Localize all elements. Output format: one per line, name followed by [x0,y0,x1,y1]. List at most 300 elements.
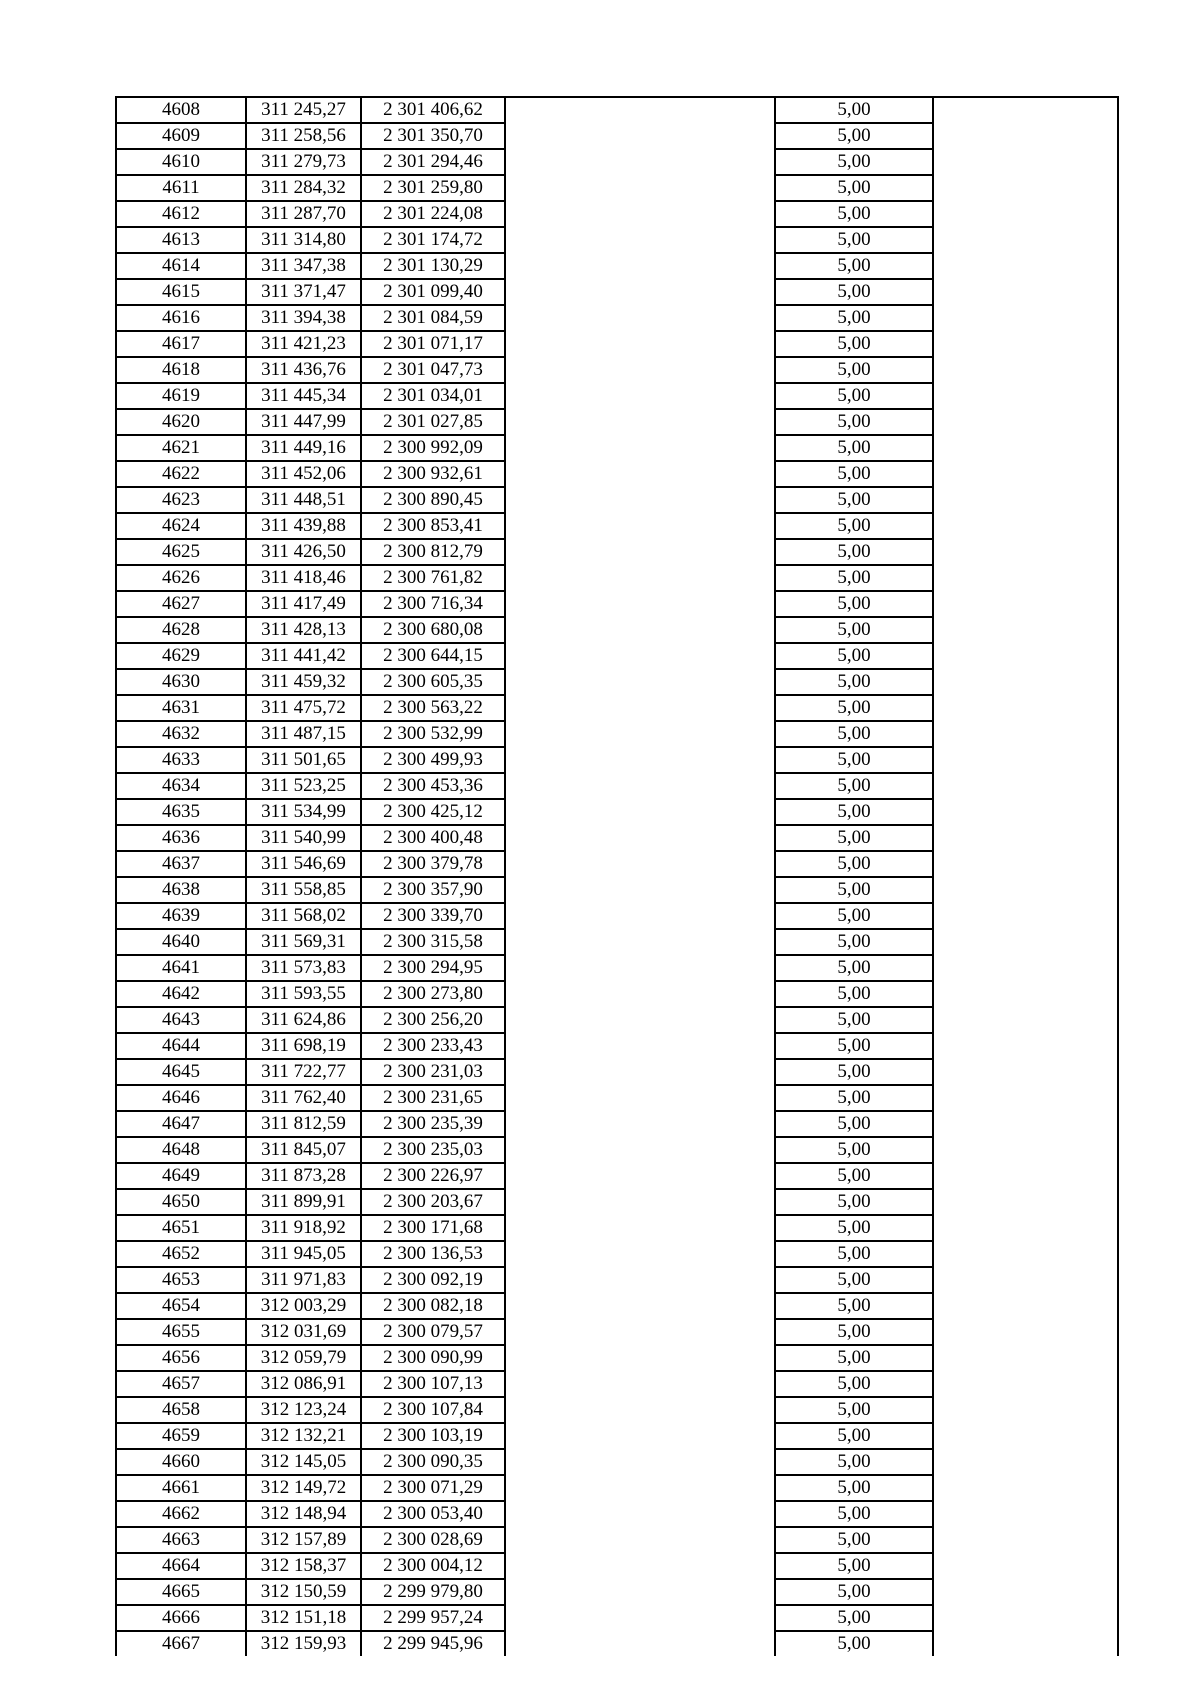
point-number-cell: 4653 [116,1267,246,1293]
y-coordinate-cell: 2 301 350,70 [361,123,505,149]
y-coordinate-cell: 2 300 716,34 [361,591,505,617]
empty-cell [933,331,1118,357]
empty-cell [505,1501,775,1527]
x-coordinate-cell: 311 593,55 [246,981,361,1007]
value-cell: 5,00 [775,123,933,149]
table-row [116,1527,1118,1553]
point-number-cell: 4648 [116,1137,246,1163]
empty-cell [505,1371,775,1397]
value-cell: 5,00 [775,97,933,123]
table-row [116,1397,1118,1423]
value-cell: 5,00 [775,721,933,747]
empty-cell [505,1319,775,1345]
point-number-cell: 4650 [116,1189,246,1215]
table-row [116,799,1118,825]
empty-cell [933,773,1118,799]
empty-cell [933,981,1118,1007]
table-row [116,1267,1118,1293]
empty-cell [933,877,1118,903]
value-cell: 5,00 [775,513,933,539]
x-coordinate-cell: 312 145,05 [246,1449,361,1475]
point-number-cell: 4658 [116,1397,246,1423]
table-row [116,331,1118,357]
value-cell: 5,00 [775,1319,933,1345]
x-coordinate-cell: 311 698,19 [246,1033,361,1059]
empty-cell [933,929,1118,955]
empty-cell [505,487,775,513]
y-coordinate-cell: 2 301 130,29 [361,253,505,279]
value-cell: 5,00 [775,1085,933,1111]
x-coordinate-cell: 312 031,69 [246,1319,361,1345]
y-coordinate-cell: 2 300 233,43 [361,1033,505,1059]
x-coordinate-cell: 311 971,83 [246,1267,361,1293]
table-row [116,461,1118,487]
y-coordinate-cell: 2 300 082,18 [361,1293,505,1319]
empty-cell [505,591,775,617]
empty-cell [505,669,775,695]
table-row [116,1163,1118,1189]
empty-cell [933,643,1118,669]
point-number-cell: 4633 [116,747,246,773]
table-row [116,357,1118,383]
value-cell: 5,00 [775,1267,933,1293]
x-coordinate-cell: 312 158,37 [246,1553,361,1579]
point-number-cell: 4627 [116,591,246,617]
y-coordinate-cell: 2 300 171,68 [361,1215,505,1241]
empty-cell [933,669,1118,695]
y-coordinate-cell: 2 301 406,62 [361,97,505,123]
empty-cell [505,1423,775,1449]
empty-cell [505,1527,775,1553]
empty-cell [933,1579,1118,1605]
point-number-cell: 4610 [116,149,246,175]
y-coordinate-cell: 2 299 957,24 [361,1605,505,1631]
x-coordinate-cell: 311 762,40 [246,1085,361,1111]
empty-cell [933,851,1118,877]
value-cell: 5,00 [775,903,933,929]
value-cell: 5,00 [775,929,933,955]
empty-cell [505,227,775,253]
y-coordinate-cell: 2 301 084,59 [361,305,505,331]
table-row [116,1631,1118,1656]
empty-cell [505,1397,775,1423]
x-coordinate-cell: 311 568,02 [246,903,361,929]
empty-cell [933,409,1118,435]
x-coordinate-cell: 311 417,49 [246,591,361,617]
point-number-cell: 4662 [116,1501,246,1527]
point-number-cell: 4656 [116,1345,246,1371]
y-coordinate-cell: 2 300 103,19 [361,1423,505,1449]
point-number-cell: 4655 [116,1319,246,1345]
point-number-cell: 4645 [116,1059,246,1085]
table-row [116,565,1118,591]
point-number-cell: 4654 [116,1293,246,1319]
empty-cell [933,1319,1118,1345]
x-coordinate-cell: 312 003,29 [246,1293,361,1319]
empty-cell [933,253,1118,279]
point-number-cell: 4619 [116,383,246,409]
x-coordinate-cell: 312 151,18 [246,1605,361,1631]
value-cell: 5,00 [775,825,933,851]
point-number-cell: 4647 [116,1111,246,1137]
empty-cell [505,149,775,175]
point-number-cell: 4636 [116,825,246,851]
y-coordinate-cell: 2 300 079,57 [361,1319,505,1345]
value-cell: 5,00 [775,981,933,1007]
empty-cell [505,643,775,669]
table-row [116,1293,1118,1319]
x-coordinate-cell: 311 428,13 [246,617,361,643]
point-number-cell: 4609 [116,123,246,149]
table-row [116,1215,1118,1241]
x-coordinate-cell: 311 371,47 [246,279,361,305]
x-coordinate-cell: 311 918,92 [246,1215,361,1241]
x-coordinate-cell: 311 245,27 [246,97,361,123]
empty-cell [505,357,775,383]
value-cell: 5,00 [775,487,933,513]
y-coordinate-cell: 2 300 235,39 [361,1111,505,1137]
table-row [116,253,1118,279]
x-coordinate-cell: 311 845,07 [246,1137,361,1163]
x-coordinate-cell: 312 123,24 [246,1397,361,1423]
table-row [116,1085,1118,1111]
empty-cell [933,799,1118,825]
empty-cell [505,1475,775,1501]
empty-cell [505,1293,775,1319]
y-coordinate-cell: 2 300 053,40 [361,1501,505,1527]
x-coordinate-cell: 311 426,50 [246,539,361,565]
x-coordinate-cell: 311 540,99 [246,825,361,851]
x-coordinate-cell: 311 439,88 [246,513,361,539]
point-number-cell: 4646 [116,1085,246,1111]
point-number-cell: 4665 [116,1579,246,1605]
empty-cell [505,565,775,591]
x-coordinate-cell: 311 569,31 [246,929,361,955]
y-coordinate-cell: 2 300 028,69 [361,1527,505,1553]
value-cell: 5,00 [775,851,933,877]
empty-cell [933,1137,1118,1163]
point-number-cell: 4667 [116,1631,246,1656]
table-row [116,825,1118,851]
y-coordinate-cell: 2 300 563,22 [361,695,505,721]
x-coordinate-cell: 311 487,15 [246,721,361,747]
value-cell: 5,00 [775,1423,933,1449]
point-number-cell: 4614 [116,253,246,279]
empty-cell [933,539,1118,565]
x-coordinate-cell: 311 447,99 [246,409,361,435]
value-cell: 5,00 [775,227,933,253]
y-coordinate-cell: 2 300 294,95 [361,955,505,981]
point-number-cell: 4640 [116,929,246,955]
value-cell: 5,00 [775,383,933,409]
point-number-cell: 4622 [116,461,246,487]
empty-cell [505,1605,775,1631]
x-coordinate-cell: 311 314,80 [246,227,361,253]
empty-cell [505,1553,775,1579]
empty-cell [933,279,1118,305]
y-coordinate-cell: 2 300 453,36 [361,773,505,799]
table-row [116,97,1118,123]
table-row [116,305,1118,331]
empty-cell [505,1007,775,1033]
point-number-cell: 4624 [116,513,246,539]
coordinates-table [115,96,1119,1656]
table-row [116,227,1118,253]
table-row [116,617,1118,643]
empty-cell [933,1449,1118,1475]
empty-cell [505,1345,775,1371]
table-row [116,1111,1118,1137]
x-coordinate-cell: 311 812,59 [246,1111,361,1137]
y-coordinate-cell: 2 300 425,12 [361,799,505,825]
x-coordinate-cell: 311 945,05 [246,1241,361,1267]
empty-cell [933,1631,1118,1656]
empty-cell [505,1267,775,1293]
x-coordinate-cell: 311 523,25 [246,773,361,799]
x-coordinate-cell: 312 086,91 [246,1371,361,1397]
point-number-cell: 4615 [116,279,246,305]
y-coordinate-cell: 2 299 979,80 [361,1579,505,1605]
table-row [116,383,1118,409]
point-number-cell: 4634 [116,773,246,799]
table-row [116,1423,1118,1449]
empty-cell [933,227,1118,253]
table-row [116,643,1118,669]
x-coordinate-cell: 311 441,42 [246,643,361,669]
value-cell: 5,00 [775,617,933,643]
empty-cell [505,1163,775,1189]
table-row [116,1033,1118,1059]
empty-cell [505,201,775,227]
point-number-cell: 4642 [116,981,246,1007]
table-row [116,773,1118,799]
x-coordinate-cell: 311 873,28 [246,1163,361,1189]
point-number-cell: 4625 [116,539,246,565]
x-coordinate-cell: 311 501,65 [246,747,361,773]
table-row [116,487,1118,513]
x-coordinate-cell: 311 436,76 [246,357,361,383]
table-row [116,1319,1118,1345]
empty-cell [933,1293,1118,1319]
y-coordinate-cell: 2 300 273,80 [361,981,505,1007]
x-coordinate-cell: 311 449,16 [246,435,361,461]
table-row [116,1007,1118,1033]
point-number-cell: 4659 [116,1423,246,1449]
table-row [116,929,1118,955]
empty-cell [505,1189,775,1215]
empty-cell [933,721,1118,747]
table-row [116,1059,1118,1085]
empty-cell [933,513,1118,539]
value-cell: 5,00 [775,1215,933,1241]
x-coordinate-cell: 311 287,70 [246,201,361,227]
table-row [116,747,1118,773]
empty-cell [505,929,775,955]
x-coordinate-cell: 312 157,89 [246,1527,361,1553]
empty-cell [505,331,775,357]
empty-cell [933,1007,1118,1033]
x-coordinate-cell: 311 448,51 [246,487,361,513]
point-number-cell: 4608 [116,97,246,123]
empty-cell [505,721,775,747]
empty-cell [933,435,1118,461]
empty-cell [933,1163,1118,1189]
table-row [116,877,1118,903]
empty-cell [933,97,1118,123]
point-number-cell: 4628 [116,617,246,643]
y-coordinate-cell: 2 300 256,20 [361,1007,505,1033]
empty-cell [505,539,775,565]
empty-cell [933,305,1118,331]
value-cell: 5,00 [775,1345,933,1371]
x-coordinate-cell: 311 558,85 [246,877,361,903]
point-number-cell: 4626 [116,565,246,591]
x-coordinate-cell: 311 418,46 [246,565,361,591]
empty-cell [933,175,1118,201]
table-row [116,1501,1118,1527]
empty-cell [933,565,1118,591]
point-number-cell: 4661 [116,1475,246,1501]
y-coordinate-cell: 2 300 339,70 [361,903,505,929]
y-coordinate-cell: 2 300 357,90 [361,877,505,903]
value-cell: 5,00 [775,1501,933,1527]
table-row [116,669,1118,695]
empty-cell [505,877,775,903]
empty-cell [933,955,1118,981]
value-cell: 5,00 [775,1631,933,1656]
value-cell: 5,00 [775,1111,933,1137]
x-coordinate-cell: 311 445,34 [246,383,361,409]
value-cell: 5,00 [775,1189,933,1215]
table-row [116,513,1118,539]
point-number-cell: 4635 [116,799,246,825]
empty-cell [505,409,775,435]
x-coordinate-cell: 312 150,59 [246,1579,361,1605]
y-coordinate-cell: 2 300 499,93 [361,747,505,773]
value-cell: 5,00 [775,773,933,799]
table-row [116,1579,1118,1605]
empty-cell [505,981,775,1007]
empty-cell [933,1241,1118,1267]
empty-cell [505,1085,775,1111]
point-number-cell: 4629 [116,643,246,669]
point-number-cell: 4652 [116,1241,246,1267]
value-cell: 5,00 [775,1579,933,1605]
empty-cell [505,175,775,201]
value-cell: 5,00 [775,1397,933,1423]
empty-cell [505,1449,775,1475]
empty-cell [933,747,1118,773]
point-number-cell: 4617 [116,331,246,357]
y-coordinate-cell: 2 300 932,61 [361,461,505,487]
y-coordinate-cell: 2 300 231,03 [361,1059,505,1085]
y-coordinate-cell: 2 300 107,84 [361,1397,505,1423]
empty-cell [933,1371,1118,1397]
table-row [116,1553,1118,1579]
empty-cell [933,1553,1118,1579]
y-coordinate-cell: 2 300 761,82 [361,565,505,591]
value-cell: 5,00 [775,1137,933,1163]
value-cell: 5,00 [775,877,933,903]
value-cell: 5,00 [775,331,933,357]
y-coordinate-cell: 2 300 090,99 [361,1345,505,1371]
x-coordinate-cell: 311 624,86 [246,1007,361,1033]
value-cell: 5,00 [775,695,933,721]
empty-cell [505,1137,775,1163]
value-cell: 5,00 [775,435,933,461]
empty-cell [933,1397,1118,1423]
empty-cell [505,513,775,539]
empty-cell [505,1631,775,1656]
empty-cell [505,279,775,305]
x-coordinate-cell: 311 258,56 [246,123,361,149]
table-row [116,123,1118,149]
table-row [116,1241,1118,1267]
x-coordinate-cell: 311 722,77 [246,1059,361,1085]
y-coordinate-cell: 2 299 945,96 [361,1631,505,1656]
value-cell: 5,00 [775,409,933,435]
value-cell: 5,00 [775,279,933,305]
value-cell: 5,00 [775,461,933,487]
point-number-cell: 4613 [116,227,246,253]
empty-cell [505,747,775,773]
x-coordinate-cell: 311 459,32 [246,669,361,695]
y-coordinate-cell: 2 300 605,35 [361,669,505,695]
value-cell: 5,00 [775,1241,933,1267]
point-number-cell: 4639 [116,903,246,929]
x-coordinate-cell: 311 284,32 [246,175,361,201]
value-cell: 5,00 [775,1059,933,1085]
point-number-cell: 4643 [116,1007,246,1033]
value-cell: 5,00 [775,1475,933,1501]
x-coordinate-cell: 311 899,91 [246,1189,361,1215]
empty-cell [505,799,775,825]
x-coordinate-cell: 311 475,72 [246,695,361,721]
empty-cell [933,1527,1118,1553]
value-cell: 5,00 [775,1293,933,1319]
empty-cell [505,1033,775,1059]
value-cell: 5,00 [775,1371,933,1397]
y-coordinate-cell: 2 301 027,85 [361,409,505,435]
empty-cell [505,617,775,643]
empty-cell [933,1033,1118,1059]
empty-cell [505,903,775,929]
x-coordinate-cell: 312 132,21 [246,1423,361,1449]
table-row [116,903,1118,929]
value-cell: 5,00 [775,175,933,201]
y-coordinate-cell: 2 300 107,13 [361,1371,505,1397]
empty-cell [933,903,1118,929]
empty-cell [505,1241,775,1267]
empty-cell [933,1267,1118,1293]
empty-cell [933,383,1118,409]
y-coordinate-cell: 2 301 174,72 [361,227,505,253]
x-coordinate-cell: 312 159,93 [246,1631,361,1656]
value-cell: 5,00 [775,1605,933,1631]
value-cell: 5,00 [775,669,933,695]
point-number-cell: 4644 [116,1033,246,1059]
table-row [116,279,1118,305]
point-number-cell: 4637 [116,851,246,877]
value-cell: 5,00 [775,1033,933,1059]
y-coordinate-cell: 2 300 992,09 [361,435,505,461]
point-number-cell: 4666 [116,1605,246,1631]
empty-cell [933,487,1118,513]
empty-cell [505,435,775,461]
empty-cell [933,1605,1118,1631]
empty-cell [505,1059,775,1085]
y-coordinate-cell: 2 300 379,78 [361,851,505,877]
